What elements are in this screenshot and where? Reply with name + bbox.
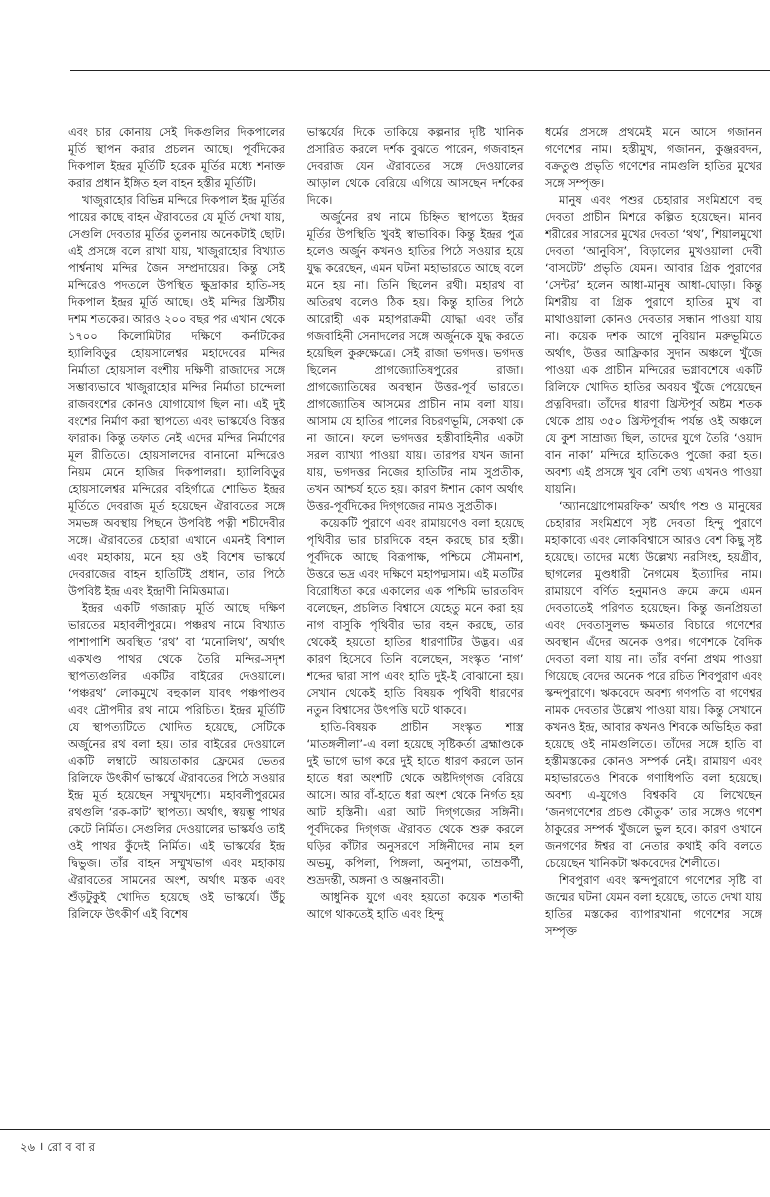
- paragraph: ধর্মের প্রসঙ্গে প্রথমেই মনে আসে গজানন গণেশের নাম। হস্তীমুখ, গজানন, কুঞ্জরবদন, বক্রতুণ্ড প্রভৃতি গণেশের নামগুলি হাতির মুখের সঙ্গে সম্পৃক্ত।: [545, 125, 762, 190]
- paragraph: এবং চার কোনায় সেই দিকগুলির দিকপালের মূর্তি স্থাপন করার প্রচলন আছে। পূর্বদিকের দিকপাল ইন্দ্রর মূর্তিটি হরেক মূর্তির মধ্যে শনাক্ত করার প্রধান ইঙ্গিত হল বাহন হস্তীর মূর্তিটি।: [68, 125, 285, 190]
- column-3: [545, 124, 762, 1124]
- paragraph: অর্জুনের রথ নামে চিহ্নিত স্থাপত্যে ইন্দ্রর মূর্তির উপস্থিতি খুবই স্বাভাবিক। কিন্তু ইন্দ্রর পুত্র হলেও অর্জুন কখনও হাতির পিঠে সওয়ার হয়ে যুদ্ধ করেছেন, এমন ঘটনা মহাভারতে আছে বলে মনে হয় না। তিনি ছিলেন রথী। মহারথ বা অতিরথ বলেও ঠিক হয়। কিন্তু হাতির পিঠে আরোহী এক মহাপরাক্রমী যোদ্ধা এবং তাঁর গজবাহিনী সেনাদলের সঙ্গে অর্জুনকে যুদ্ধ করতে হয়েছিল কুরুক্ষেত্রে। সেই রাজা ভগদত্ত। ভগদত্ত ছিলেন প্রাগজ্যোতিষপুরের রাজা। প্রাগজ্যোতিষের অবস্থান উত্তর-পূর্ব ভারতে। প্রাগজ্যোতিষ আসমের প্রাচীন নাম বলা যায়। আসাম যে হাতির পালের বিচরণভূমি, সেকথা কে না জানে। ফলে ভগদত্তর হস্তীবাহিনীর একটা সরল ব্যাখ্যা পাওয়া যায়। তারপর যখন জানা যায়, ভগদত্তর নিজের হাতিটির নাম সুপ্রতীক, তখন আশ্চর্য হতে হয়। কারণ ঈশান কোণ অর্থাৎ উত্তর-পূর্বদিকের দিগ্‌গজের নামও সুপ্রতীক।: [306, 210, 524, 513]
- column-2: [307, 124, 524, 1124]
- paragraph: মানুষ এবং পশুর চেহারার সংমিশ্রণে বহু দেবতা প্রাচীন মিশরে কল্পিত হয়েছেন। মানব শরীরের সারসের মুখের দেবতা ‘থথ’, শিয়ালমুখো দেবতা ‘আনুবিস’, বিড়ালের মুখওয়ালা দেবী ‘বাসটেট’ প্রভৃতি যেমন। আবার গ্রিক পুরাণের ‘সেন্টর’ হলেন আধা-মানুষ আধা-ঘোড়া। কিন্তু মিশরীয় বা গ্রিক পুরাণে হাতির মুখ বা মাথাওয়ালা কোনও দেবতার সন্ধান পাওয়া যায় না। কয়েক দশক আগে নুবিয়ান মরুভূমিতে অর্থাৎ, উত্তর আফ্রিকার সুদান অঞ্চলে খুঁজে পাওয়া এক প্রাচীন মন্দিরের ভগ্নাবশেষে একটি রিলিফে খোদিত হাতির অবয়ব খুঁজে পেয়েছেন প্রত্নবিদরা। তাঁদের ধারণা খ্রিস্টপূর্ব অষ্টম শতক থেকে প্রায় ৩৫০ খ্রিস্টপূর্বাব্দ পর্যন্ত ওই অঞ্চলে যে কুশ সাম্রাজ্য ছিল, তাদের যুগে তৈরি ‘ওয়াদ বান নাকা’ মন্দিরে হাতিকেও পুজো করা হত। অবশ্য এই প্রসঙ্গে খুব বেশি তথ্য এখনও পাওয়া যায়নি।: [545, 193, 762, 496]
- top-rule: [70, 70, 770, 71]
- paragraph: আধুনিক যুগে এবং হয়তো কয়েক শতাব্দী আগে থাকতেই হাতি এবং হিন্দু: [306, 890, 524, 921]
- page-footer: [20, 1139, 95, 1158]
- footer-separator: ।: [38, 1139, 44, 1153]
- column-1: [68, 124, 285, 1124]
- bottom-rule: [0, 1129, 770, 1130]
- paragraph: শিবপুরাণ এবং স্কন্দপুরাণে গণেশের সৃষ্টি বা জন্মের ঘটনা যেমন বলা হয়েছে, তাতে দেখা যায় হাতির মস্তকের ব্যাপারখানা গণেশের সঙ্গে সম্পৃক্ত: [545, 873, 762, 938]
- paragraph: ‘অ্যানথ্রোপোমরফিক’ অর্থাৎ পশু ও মানুষের চেহারার সংমিশ্রণে সৃষ্ট দেবতা হিন্দু পুরাণে মহাকাব্যে এবং লোকবিশ্বাসে আরও বেশ কিছু সৃষ্ট হয়েছে। তাদের মধ্যে উল্লেখ্য নরসিংহ, হয়গ্রীব, ছাগলের মুণ্ডধারী নৈগমেষ ইত্যাদির নাম। রামায়ণে বর্ণিত হনুমানও ক্রমে ক্রমে এমন দেবতাতেই পরিণত হয়েছেন। কিন্তু জনপ্রিয়তা এবং দেবতাসুলভ ক্ষমতার বিচারে গণেশের অবস্থান এঁদের অনেক ওপর। গণেশকে বৈদিক দেবতা বলা যায় না। তাঁর বর্ণনা প্রথম পাওয়া গিয়েছে বেদের অনেক পরে রচিত শিবপুরাণ এবং স্কন্দপুরাণে। ঋকবেদে অবশ্য গণপতি বা গণেশ্বর নামক দেবতার উল্লেখ পাওয়া যায়। কিন্তু সেখানে কখনও ইন্দ্র, আবার কখনও শিবকে অভিহিত করা হয়েছে ওই নামগুলিতে। তাঁদের সঙ্গে হাতি বা হস্তীমস্তকের কোনও সম্পর্ক নেই। রামায়ণ এবং মহাভারতেও শিবকে গণাধিপতি বলা হয়েছে। অবশ্য এ-যুগেও বিশ্বকবি যে লিখেছেন ‘জনগণেশের প্রচণ্ড কৌতুক’ তার সঙ্গেও গণেশ ঠাকুরের সম্পর্ক খুঁজলে ভুল হবে। কারণ ওখানে জনগণের ঈশ্বর বা নেতার কথাই কবি বলতে চেয়েছেন খানিকটা ঋকবেদের শৈলীতে।: [545, 499, 762, 870]
- paragraph: হাতি-বিষয়ক প্রাচীন সংস্কৃত শাস্ত্র ‘মাতঙ্গলীলা’-এ বলা হয়েছে সৃষ্টিকর্তা ব্রহ্মাণ্ডকে দুই ভাগে ভাগ করে দুই হাতে ধারণ করলে ডান হাতে ধরা অংশটি থেকে অষ্টদিগ্‌গজ বেরিয়ে আসে। আর বাঁ-হাতে ধরা অংশ থেকে নির্গত হয় আট হস্তিনী। এরা আট দিগ্‌গজের সঙ্গিনী। পূর্বদিকের দিগ্‌গজ ঐরাবত থেকে শুরু করলে ঘড়ির কাঁটার অনুসরণে সঙ্গিনীদের নাম হল অভমু, কপিলা, পিঙ্গলা, অনুপমা, তাম্রকর্ণী, শুভ্রদন্তী, অঙ্গনা ও অঞ্জনাবতী।: [306, 720, 524, 887]
- paragraph: কয়েকটি পুরাণে এবং রামায়ণেও বলা হয়েছে পৃথিবীর ভার চারদিকে বহন করছে চার হস্তী। পূর্বদিকে আছে বিরূপাক্ষ, পশ্চিমে সৌমনাশ, উত্তরে ভদ্র এবং দক্ষিণে মহাপদ্মসাম। এই মতটির বিরোধিতা করে একালের এক পশ্চিমি ভারতবিদ বলেছেন, প্রচলিত বিশ্বাসে যেহেতু মনে করা হয় নাগ বাসুকি পৃথিবীর ভার বহন করছে, তার থেকেই হয়তো হাতির ধারণাটির উদ্ভব। এর কারণ হিসেবে তিনি বলেছেন, সংস্কৃত ‘নাগ’ শব্দের দ্বারা সাপ এবং হাতি দুই-ই বোঝানো হয়। সেখান থেকেই হাতি বিষয়ক পৃথিবী ধারণের নতুন বিশ্বাসের উৎপত্তি ঘটে থাকবে।: [306, 516, 524, 717]
- paragraph: ভাস্কর্যের দিকে তাকিয়ে কল্পনার দৃষ্টি খানিক প্রসারিত করলে দর্শক বুঝতে পারেন, গজবাহন দেবরাজ যেন ঐরাবতের সঙ্গে দেওয়ালের আড়াল থেকে বেরিয়ে এগিয়ে আসছেন দর্শকের দিকে।: [306, 125, 524, 207]
- paragraph: খাজুরাহোর বিভিন্ন মন্দিরে দিকপাল ইন্দ্র মূর্তির পায়ের কাছে বাহন ঐরাবতের যে মূর্তি দেখা যায়, সেগুলি দেবতার মূর্তির তুলনায় অনেকটাই ছোট। এই প্রসঙ্গে বলে রাখা যায়, খাজুরাহোর বিখ্যাত পার্শ্বনাথ মন্দির জৈন সম্প্রদায়ের। কিন্তু সেই মন্দিরেও পদতলে উপস্থিত ক্ষুদ্রাকার হাতি-সহ দিকপাল ইন্দ্রর মূর্তি আছে। ওই মন্দির খ্রিস্টীয় দশম শতকের। আরও ২০০ বছর পর এখান থেকে ১৭০০ কিলোমিটার দক্ষিণে কর্নাটকের হ্যালিবিড়ুর হোয়সালেশ্বর মহাদেবের মন্দির নির্মাতা হোয়সাল বংশীয় দক্ষিণী রাজাদের সঙ্গে সম্ভাব্যভাবে খাজুরাহোর মন্দির নির্মাতা চান্দেলা রাজবংশের কোনও যোগাযোগ ছিল না। এই দুই বংশের নির্মাণ করা স্থাপত্যে এবং ভাস্কর্যেও বিস্তর ফারাক। কিন্তু তফাত নেই এদের মন্দির নির্মাণের মূল রীতিতে। হোয়সালদের বানানো মন্দিরেও নিয়ম মেনে হাজির দিকপালরা। হ্যালিবিড়ুর হোয়সালেশ্বর মন্দিরের বহির্গাত্রে শোভিত ইন্দ্রর মূর্তিতে দেবরাজ মূর্ত হয়েছেন ঐরাবতের সঙ্গে সমভঙ্গ অবস্থায় পিছনে উপবিষ্ট পত্নী শচীদেবীর সঙ্গে। ঐরাবতের চেহারা এখানে এমনই বিশাল এবং মহাকায়, মনে হয় ওই বিশেষ ভাস্কর্যে দেবরাজের বাহন হাতিটিই প্রধান, তার পিঠে উপবিষ্ট ইন্দ্র এবং ইন্দ্রাণী নিমিত্তমাত্র।: [68, 193, 285, 598]
- magazine-name: রো ব বা র: [47, 1140, 96, 1154]
- page-number: ২৬: [20, 1140, 35, 1154]
- article-body: [68, 124, 762, 1124]
- paragraph: ইন্দ্রর একটি গজারূঢ় মূর্তি আছে দক্ষিণ ভারতের মহাবলীপুরমে। পঞ্চরথ নামে বিখ্যাত পাশাপাশি অবস্থিত ‘রথ’ বা ‘মনোলিথ’, অর্থাৎ একখণ্ড পাথর থেকে তৈরি মন্দির-সদৃশ স্থাপত্যগুলির একটির বাইরের দেওয়ালে। ‘পঞ্চরথ’ লোকমুখে বহুকাল যাবৎ পঞ্চপাণ্ডব এবং দ্রৌপদীর রথ নামে পরিচিত। ইন্দ্রর মূর্তিটি যে স্থাপত্যটিতে খোদিত হয়েছে, সেটিকে অর্জুনের রথ বলা হয়। তার বাইরের দেওয়ালে একটি লম্বাটে আয়তাকার ফ্রেমের ভেতর রিলিফে উৎকীর্ণ ভাস্কর্যে ঐরাবতের পিঠে সওয়ার ইন্দ্র মূর্ত হয়েছেন সম্মুখদৃশ্যে। মহাবলীপুরমের রথগুলি ‘রক-কাট’ স্থাপত্য। অর্থাৎ, স্বয়ম্ভূ পাথর কেটে নির্মিত। সেগুলির দেওয়ালের ভাস্কর্যও তাই ওই পাথর কুঁদেই নির্মিত। এই ভাস্কর্যের ইন্দ্র দ্বিভুজ। তাঁর বাহন সম্মুখভাগ এবং মহাকায় ঐরাবতের সামনের অংশ, অর্থাৎ মস্তক এবং শুঁড়টুকুই খোদিত হয়েছে ওই ভাস্কর্যে। উঁচু রিলিফে উৎকীর্ণ এই বিশেষ: [68, 601, 285, 921]
